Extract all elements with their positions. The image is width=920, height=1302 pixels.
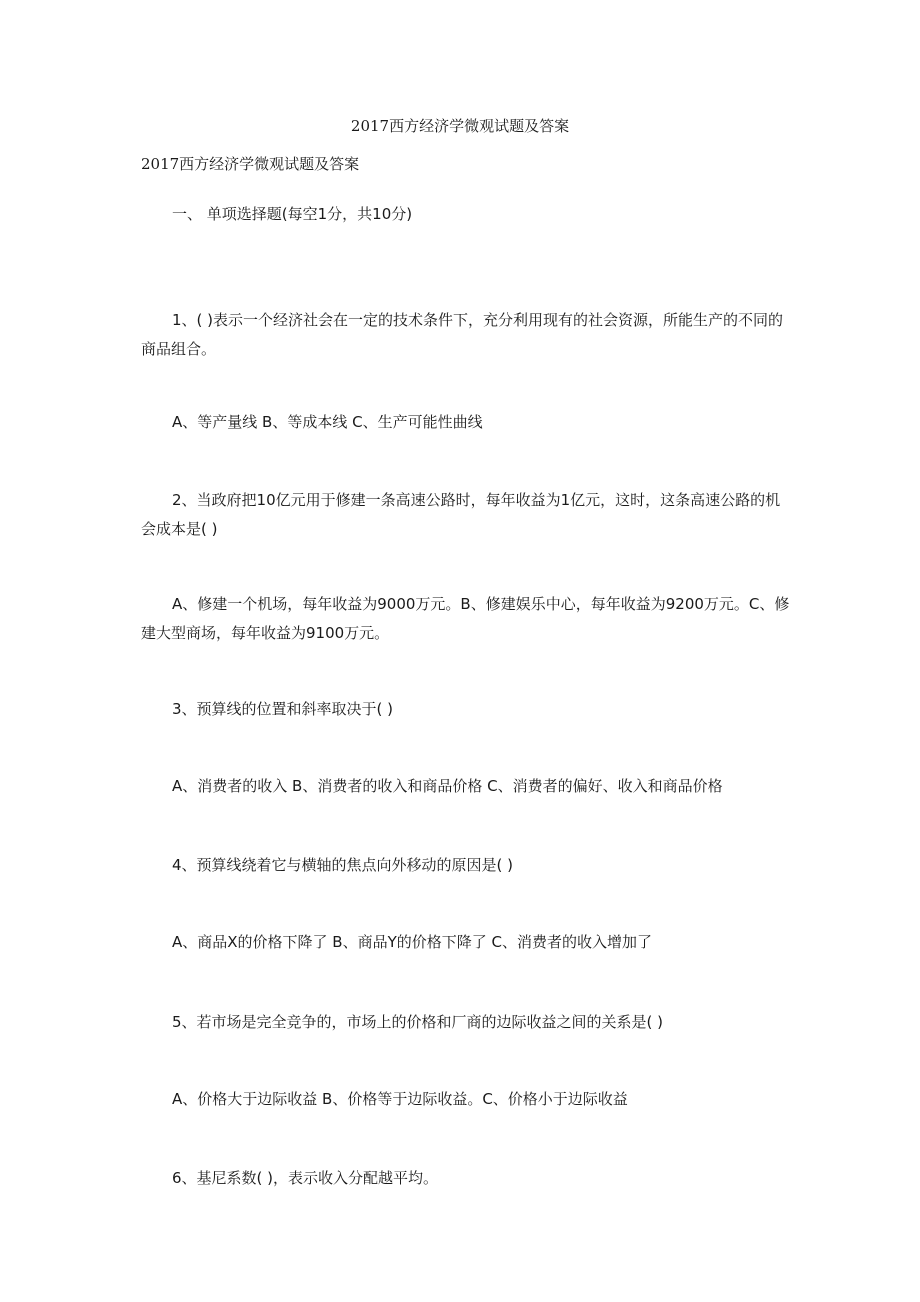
question-4-options: A、商品X的价格下降了 B、商品Y的价格下降了 C、消费者的收入增加了 bbox=[172, 933, 653, 951]
section-heading: 一、 单项选择题(每空1分，共10分) bbox=[172, 205, 413, 223]
document-subtitle: 2017西方经济学微观试题及答案 bbox=[141, 155, 360, 173]
question-3-options: A、消费者的收入 B、消费者的收入和商品价格 C、消费者的偏好、收入和商品价格 bbox=[172, 777, 723, 795]
question-5: 5、若市场是完全竞争的，市场上的价格和厂商的边际收益之间的关系是( ) bbox=[172, 1013, 664, 1031]
question-6: 6、基尼系数( )，表示收入分配越平均。 bbox=[172, 1169, 439, 1187]
question-2: 2、当政府把10亿元用于修建一条高速公路时，每年收益为1亿元，这时，这条高速公路的机会成本是( ) bbox=[141, 491, 781, 538]
question-3: 3、预算线的位置和斜率取决于( ) bbox=[172, 700, 394, 718]
question-4: 4、预算线绕着它与横轴的焦点向外移动的原因是( ) bbox=[172, 856, 514, 874]
question-1-options: A、等产量线 B、等成本线 C、生产可能性曲线 bbox=[172, 413, 483, 431]
question-1: 1、( )表示一个经济社会在一定的技术条件下，充分利用现有的社会资源，所能生产的不同的商品组合。 bbox=[141, 311, 784, 358]
question-5-options: A、价格大于边际收益 B、价格等于边际收益。C、价格小于边际收益 bbox=[172, 1090, 628, 1108]
question-2-options: A、修建一个机场，每年收益为9000万元。B、修建娱乐中心，每年收益为9200万元。C、修建大型商场，每年收益为9100万元。 bbox=[141, 595, 790, 642]
document-title: 2017西方经济学微观试题及答案 bbox=[350, 117, 570, 135]
